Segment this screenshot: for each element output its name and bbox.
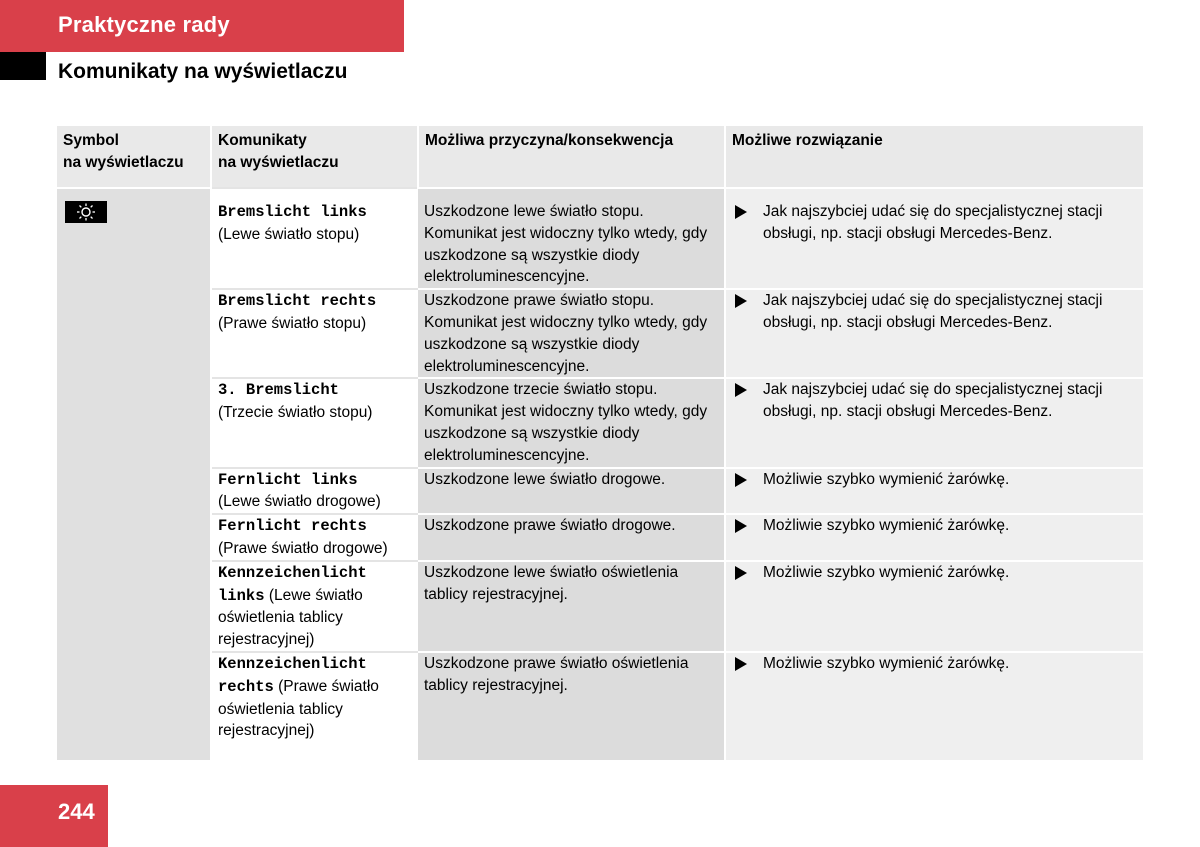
message-cell: 3. Bremslicht (Trzecie światło stopu): [211, 378, 418, 467]
table-header-row: [57, 126, 1143, 188]
solution-cell: Możliwie szybko wymienić żarówkę.: [725, 468, 1143, 515]
page-number: 244: [58, 799, 95, 824]
table-row: [57, 468, 1143, 515]
message-cell: Bremslicht rechts (Prawe światło stopu): [211, 289, 418, 378]
arrow-right-icon: [735, 657, 747, 671]
table-row: [57, 561, 1143, 652]
table-row: [57, 289, 1143, 378]
table-row: [57, 188, 1143, 289]
header-cause: Możliwa przyczyna/konsekwencja: [418, 126, 725, 188]
section-marker: [0, 52, 46, 80]
arrow-right-icon: [735, 473, 747, 487]
bulb-warning-icon: [65, 201, 107, 223]
solution-cell: Możliwie szybko wymienić żarówkę.: [725, 652, 1143, 742]
message-cell: Fernlicht links (Lewe światło drogowe): [211, 468, 418, 515]
solution-cell: Jak najszybciej udać się do specjalistycznej stacji obsługi, np. stacji obsługi Mercedes-Benz.: [725, 188, 1143, 289]
solution-cell: Jak najszybciej udać się do specjalistycznej stacji obsługi, np. stacji obsługi Mercedes-Benz.: [725, 378, 1143, 467]
cause-cell: Uszkodzone prawe światło stopu. Komunikat jest widoczny tylko wtedy, gdy uszkodzone są wszystkie diody elektroluminescencyjne.: [418, 289, 725, 378]
header-symbol: Symbol na wyświetlaczu: [57, 126, 211, 188]
cause-cell: Uszkodzone prawe światło oświetlenia tablicy rejestracyjnej.: [418, 652, 725, 742]
table-row: [57, 514, 1143, 561]
header-messages: Komunikaty na wyświetlaczu: [211, 126, 418, 188]
arrow-right-icon: [735, 519, 747, 533]
cause-cell: Uszkodzone prawe światło drogowe.: [418, 514, 725, 561]
cause-cell: Uszkodzone lewe światło stopu. Komunikat jest widoczny tylko wtedy, gdy uszkodzone są wszystkie diody elektroluminescencyjne.: [418, 188, 725, 289]
arrow-right-icon: [735, 294, 747, 308]
symbol-cell: [57, 188, 211, 760]
message-cell: Bremslicht links (Lewe światło stopu): [211, 188, 418, 289]
cause-cell: Uszkodzone lewe światło drogowe.: [418, 468, 725, 515]
cause-cell: Uszkodzone lewe światło oświetlenia tablicy rejestracyjnej.: [418, 561, 725, 652]
solution-cell: Możliwie szybko wymienić żarówkę.: [725, 514, 1143, 561]
header-solution: Możliwe rozwiązanie: [725, 126, 1143, 188]
section-title: Komunikaty na wyświetlaczu: [58, 60, 348, 83]
messages-table: [57, 126, 1143, 760]
message-cell: Kennzeichenlicht links (Lewe światło oświetlenia tablicy rejestracyjnej): [211, 561, 418, 652]
chapter-title: Praktyczne rady: [58, 12, 230, 37]
solution-cell: Jak najszybciej udać się do specjalistycznej stacji obsługi, np. stacji obsługi Mercedes-Benz.: [725, 289, 1143, 378]
solution-cell: Możliwie szybko wymienić żarówkę.: [725, 561, 1143, 652]
table-row: [57, 652, 1143, 742]
cause-cell: Uszkodzone trzecie światło stopu. Komunikat jest widoczny tylko wtedy, gdy uszkodzone są wszystkie diody elektroluminescencyjne.: [418, 378, 725, 467]
arrow-right-icon: [735, 383, 747, 397]
table-bottom-padding: [57, 742, 1143, 760]
arrow-right-icon: [735, 205, 747, 219]
message-cell: Fernlicht rechts (Prawe światło drogowe): [211, 514, 418, 561]
message-cell: Kennzeichenlicht rechts (Prawe światło oświetlenia tablicy rejestracyjnej): [211, 652, 418, 742]
table-row: [57, 378, 1143, 467]
arrow-right-icon: [735, 566, 747, 580]
